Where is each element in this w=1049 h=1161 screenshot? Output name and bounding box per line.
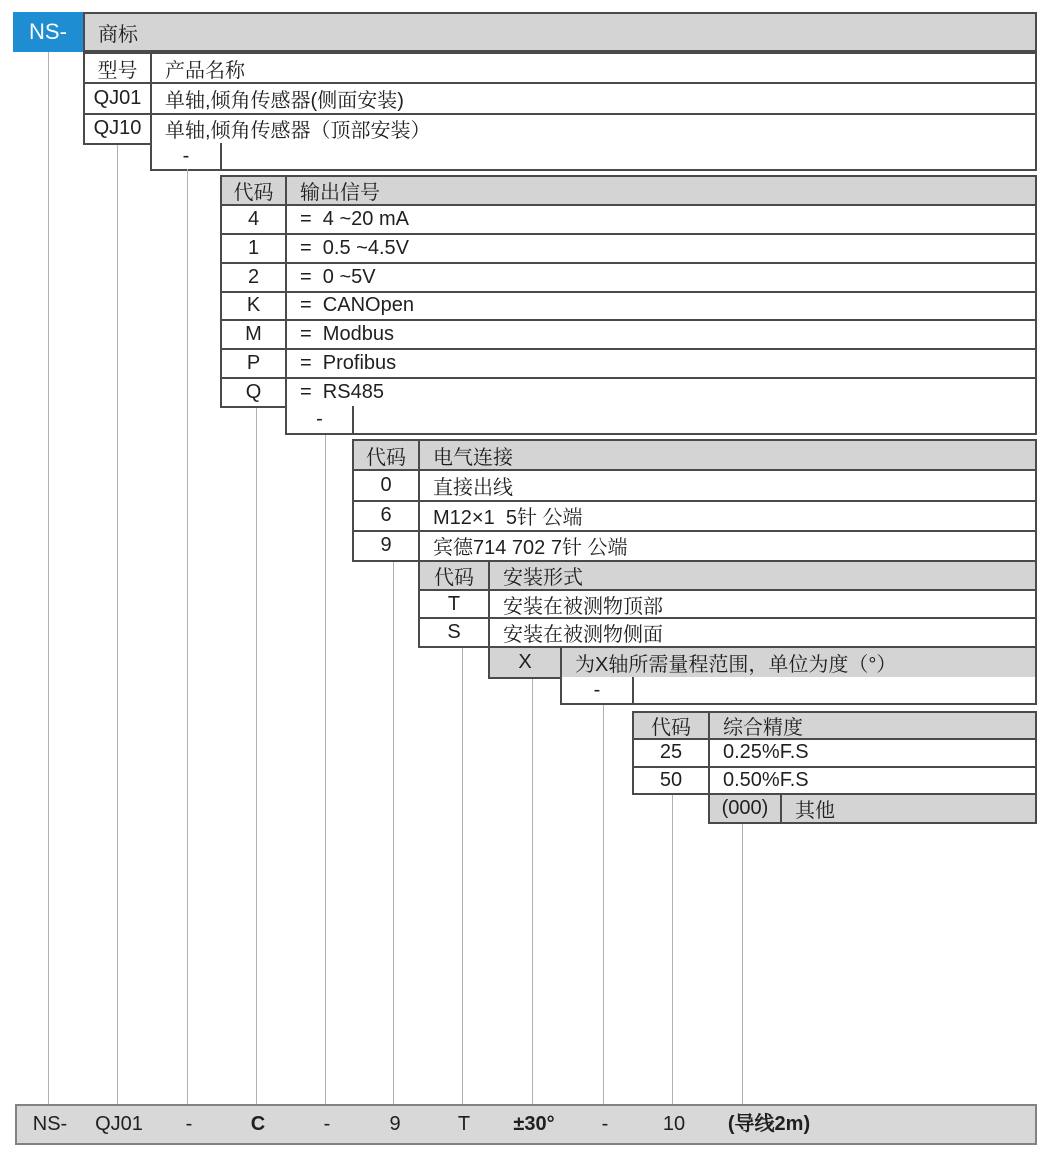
output-col1-header: 代码 xyxy=(222,177,287,204)
table-row xyxy=(222,262,1035,291)
example-item-accuracy: 10 xyxy=(662,1113,686,1135)
example-item-electrical: 9 xyxy=(389,1113,401,1135)
model-col2-header: 产品名称 xyxy=(165,59,245,82)
accuracy-table xyxy=(632,711,1037,795)
table-row xyxy=(354,469,1035,499)
dash-cell: - xyxy=(562,677,634,703)
electrical-value: M12×1 5针 公端 xyxy=(433,507,583,530)
output-value: = Modbus xyxy=(300,323,394,346)
separator-row-3 xyxy=(560,677,1037,705)
electrical-code: 9 xyxy=(354,532,420,560)
connector-line-other xyxy=(742,824,743,1104)
example-item-mounting: T xyxy=(457,1113,471,1135)
empty-cell xyxy=(222,143,1035,169)
output-col2-header: 输出信号 xyxy=(300,181,380,204)
example-item-dash2: - xyxy=(323,1113,331,1135)
table-row xyxy=(354,500,1035,530)
accuracy-value: 0.25%F.S xyxy=(723,741,809,764)
connector-line-accuracy xyxy=(672,795,673,1104)
example-item-range: ±30° xyxy=(513,1113,555,1135)
table-row xyxy=(222,348,1035,377)
model-name: 单轴,倾角传感器（顶部安装） xyxy=(165,120,431,143)
output-value: = CANOpen xyxy=(300,294,414,317)
electrical-value: 宾德714 702 7针 公端 xyxy=(433,537,628,560)
empty-cell xyxy=(354,406,1035,433)
accuracy-header-row xyxy=(634,713,1035,738)
electrical-value: 直接出线 xyxy=(433,476,513,499)
accuracy-col2-header: 综合精度 xyxy=(723,717,803,740)
other-row xyxy=(708,793,1037,824)
connector-line-output xyxy=(256,408,257,1104)
connector-line-range xyxy=(532,679,533,1104)
output-value: = 0 ~5V xyxy=(300,265,376,288)
output-code: 4 xyxy=(222,206,287,233)
range-row xyxy=(488,646,1037,679)
output-value: = 0.5 ~4.5V xyxy=(300,236,409,259)
table-row xyxy=(354,530,1035,560)
prefix-label: NS- xyxy=(29,19,67,44)
table-row xyxy=(634,766,1035,793)
mounting-col1-header: 代码 xyxy=(420,562,490,589)
output-value: = RS485 xyxy=(300,381,384,404)
accuracy-code: 50 xyxy=(634,768,710,793)
table-row xyxy=(222,233,1035,262)
range-code: X xyxy=(490,648,562,677)
table-row xyxy=(85,82,1035,112)
example-item-model: QJ01 xyxy=(95,1113,143,1135)
mounting-table xyxy=(418,560,1037,648)
example-item-output: C xyxy=(250,1113,266,1135)
connector-line-dash3 xyxy=(603,705,604,1104)
example-order-bar xyxy=(15,1104,1037,1145)
dash-cell: - xyxy=(152,143,222,169)
electrical-col2-header: 电气连接 xyxy=(433,446,513,469)
mounting-value: 安装在被测物侧面 xyxy=(503,624,663,647)
electrical-connection-table xyxy=(352,439,1037,562)
output-code: K xyxy=(222,293,287,320)
output-code: 1 xyxy=(222,235,287,262)
accuracy-value: 0.50%F.S xyxy=(723,768,809,791)
separator-row-1 xyxy=(150,143,1037,171)
output-value: = 4 ~20 mA xyxy=(300,207,409,230)
other-value: 其他 xyxy=(795,800,835,822)
prefix-box xyxy=(13,12,83,52)
table-row xyxy=(222,377,1035,406)
separator-row-2 xyxy=(285,406,1037,435)
accuracy-code: 25 xyxy=(634,740,710,765)
model-header-row xyxy=(85,54,1035,82)
example-item-prefix: NS- xyxy=(32,1113,68,1135)
electrical-code: 0 xyxy=(354,471,420,499)
output-header-row xyxy=(222,177,1035,204)
mounting-code: T xyxy=(420,591,490,618)
example-item-dash3: - xyxy=(601,1113,609,1135)
mounting-value: 安装在被测物顶部 xyxy=(503,595,663,618)
example-item-cable: (导线2m) xyxy=(727,1113,811,1135)
table-row xyxy=(222,291,1035,320)
range-description: 为X轴所需量程范围，单位为度（°） xyxy=(575,654,897,676)
connector-line-prefix xyxy=(48,52,49,1104)
other-code: (000) xyxy=(710,795,782,822)
table-row xyxy=(634,738,1035,765)
output-signal-table xyxy=(220,175,1037,408)
trademark-bar xyxy=(83,12,1037,52)
model-name: 单轴,倾角传感器(侧面安装) xyxy=(165,90,404,112)
output-value: = Profibus xyxy=(300,352,397,375)
connector-line-electrical xyxy=(393,562,394,1104)
empty-cell xyxy=(634,677,1035,703)
table-row xyxy=(420,589,1035,618)
output-code: M xyxy=(222,321,287,348)
model-code: QJ10 xyxy=(85,115,152,143)
model-code: QJ01 xyxy=(85,84,152,112)
dash-cell: - xyxy=(287,406,354,433)
connector-line-dash1 xyxy=(187,169,188,1104)
mounting-header-row xyxy=(420,562,1035,589)
electrical-col1-header: 代码 xyxy=(354,441,420,469)
mounting-col2-header: 安装形式 xyxy=(503,566,583,589)
table-row xyxy=(420,617,1035,646)
electrical-header-row xyxy=(354,441,1035,469)
electrical-code: 6 xyxy=(354,502,420,530)
mounting-code: S xyxy=(420,619,490,646)
connector-line-model xyxy=(117,145,118,1104)
model-col1-header: 型号 xyxy=(85,54,152,82)
model-table xyxy=(83,52,1037,145)
accuracy-col1-header: 代码 xyxy=(634,713,710,738)
output-code: Q xyxy=(222,379,287,406)
trademark-label: 商标 xyxy=(98,23,138,46)
table-row xyxy=(222,319,1035,348)
table-row xyxy=(222,204,1035,233)
output-code: 2 xyxy=(222,264,287,291)
table-row xyxy=(85,113,1035,143)
connector-line-dash2 xyxy=(325,435,326,1104)
connector-line-mounting xyxy=(462,648,463,1104)
example-item-dash1: - xyxy=(185,1113,193,1135)
output-code: P xyxy=(222,350,287,377)
